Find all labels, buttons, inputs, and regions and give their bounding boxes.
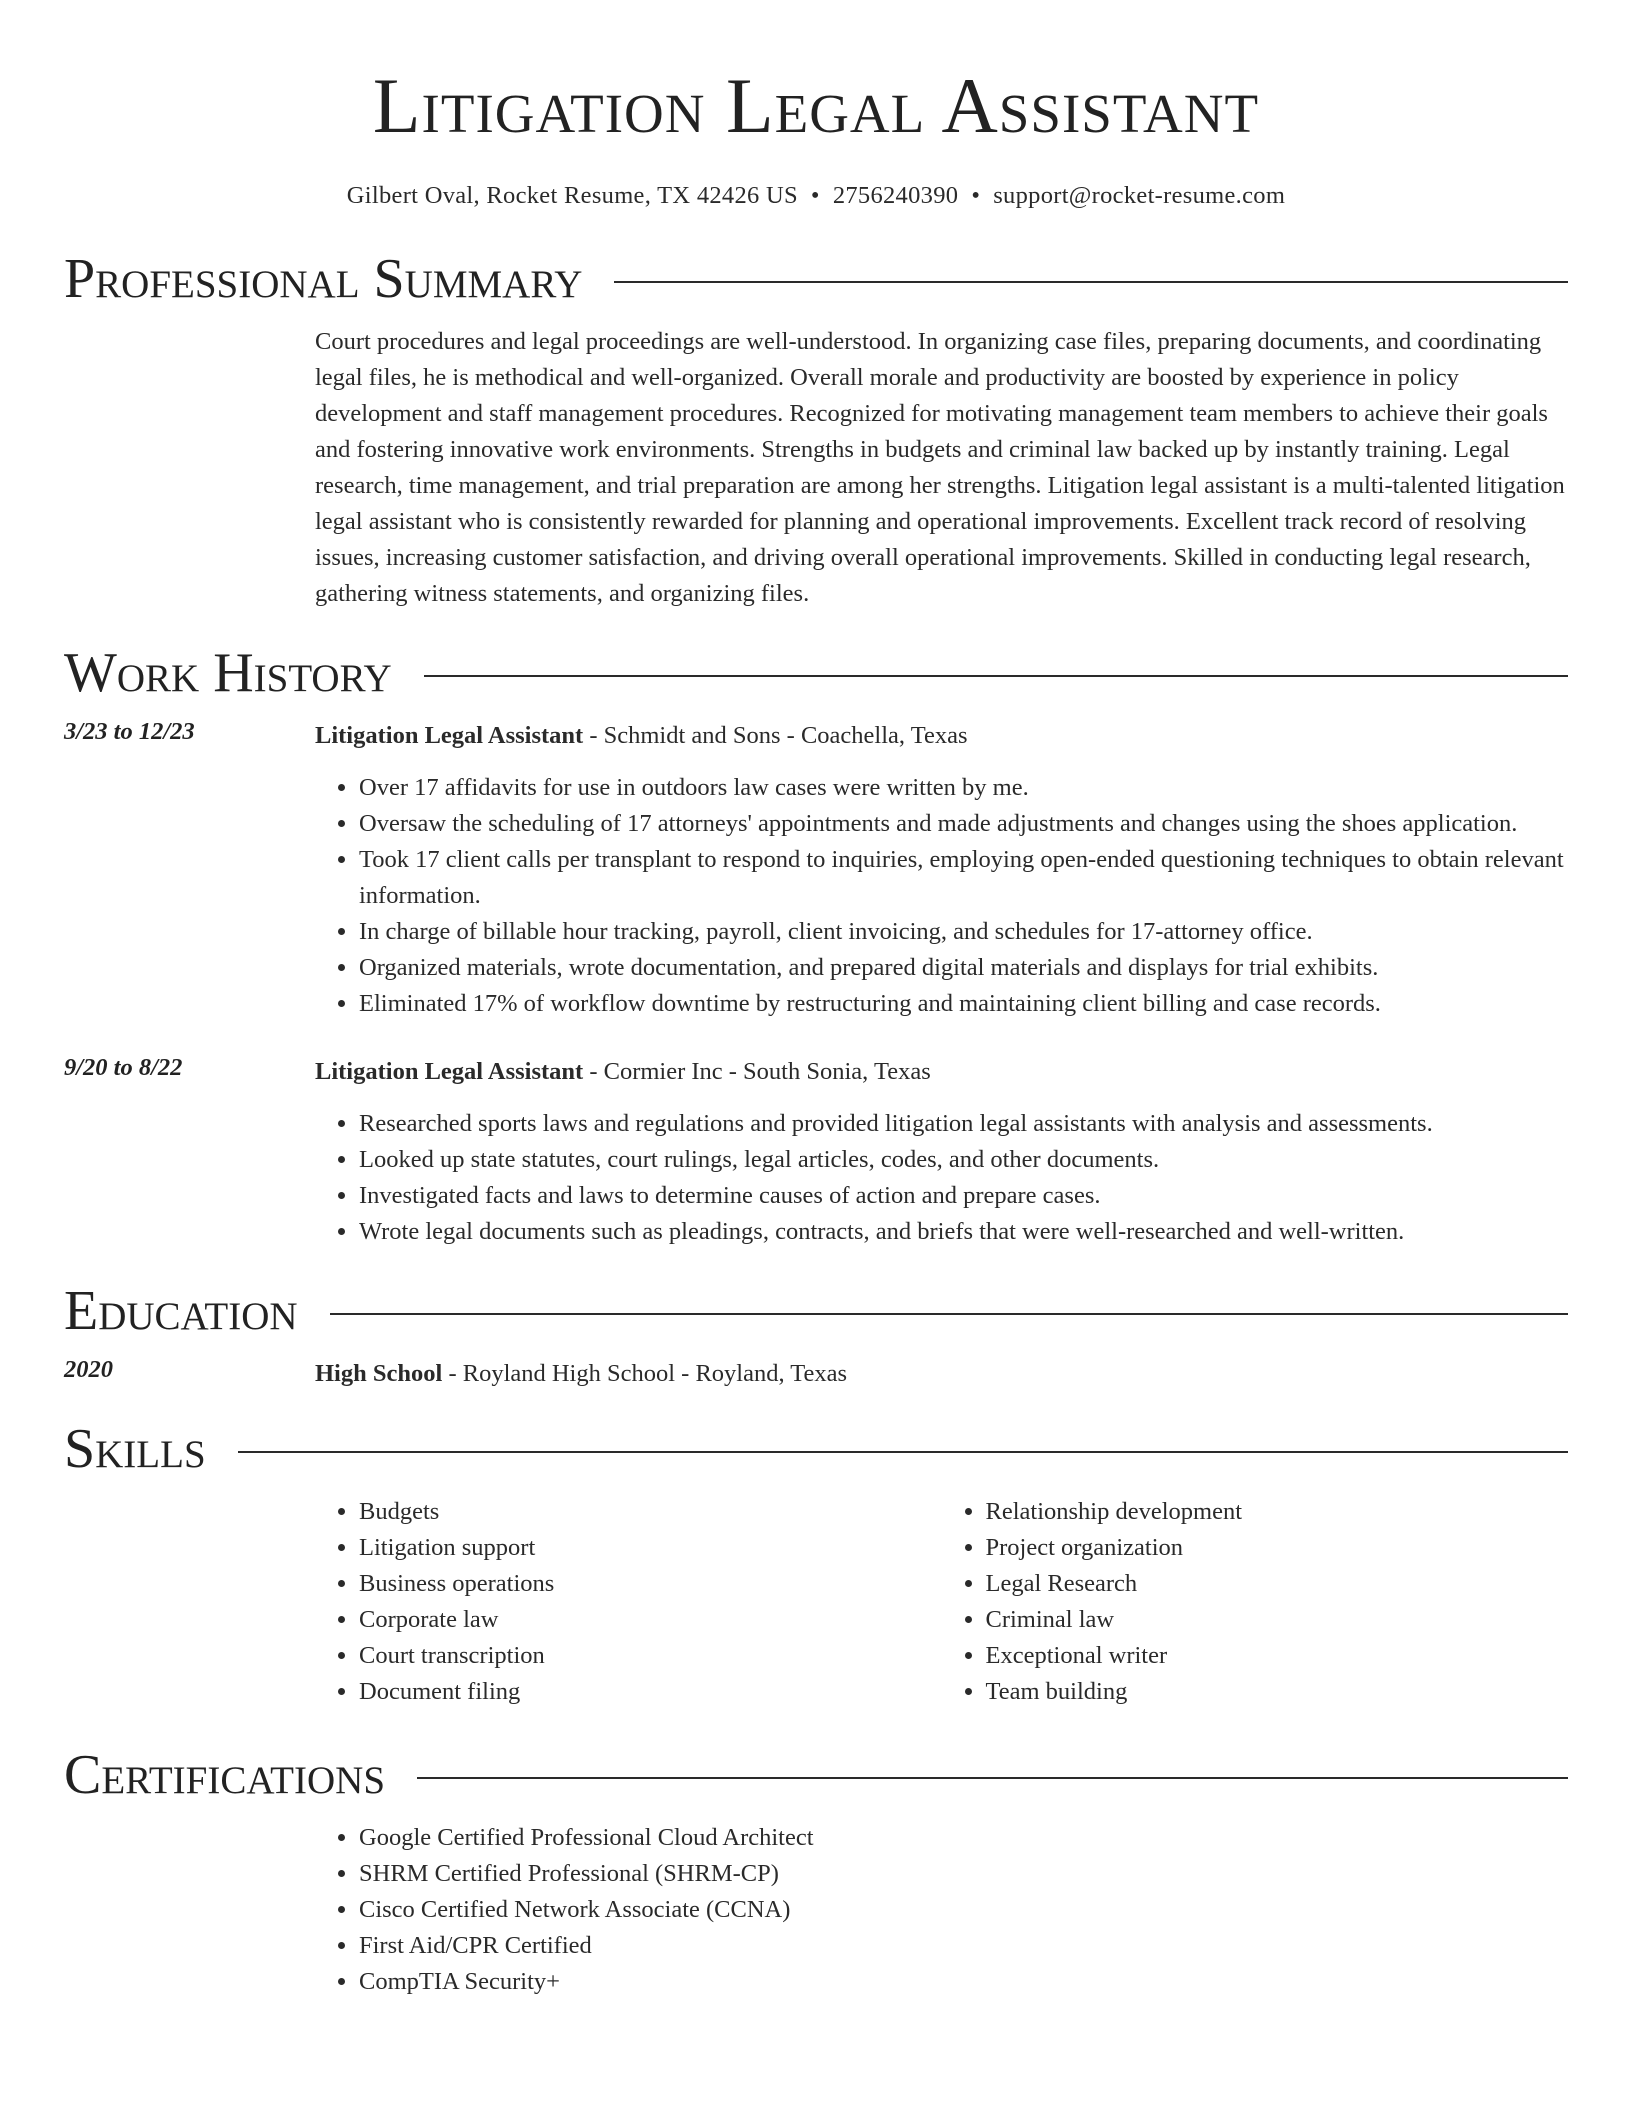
skills-list-right [942, 1494, 1569, 1710]
summary-spacer [64, 324, 315, 612]
education-year: 2020 [64, 1356, 113, 1383]
skill-item: • Document filing [359, 1674, 942, 1710]
job-entry [64, 718, 1568, 1022]
job-bullet: • Organized materials, wrote documentation, and prepared digital materials and displays for trial exhibits. [359, 950, 1568, 986]
skills-section-header [64, 1414, 1568, 1484]
education-section-header [64, 1276, 1568, 1346]
job-bullet: • Oversaw the scheduling of 17 attorneys' appointments and made adjustments and changes using the shoes application. [359, 806, 1568, 842]
job-bullets-row [64, 754, 1568, 1022]
job-dates: 9/20 to 8/22 [64, 1054, 183, 1081]
skill-item: • Team building [986, 1674, 1569, 1710]
job-spacer [64, 1090, 315, 1250]
section-divider [238, 1451, 1568, 1453]
job-title: Litigation Legal Assistant [315, 1058, 584, 1085]
section-divider [614, 281, 1568, 283]
certifications-section-header [64, 1740, 1568, 1810]
contact-separator: • [810, 182, 820, 209]
contact-address: Gilbert Oval, Rocket Resume, TX 42426 US [346, 182, 798, 209]
certifications-row [64, 1820, 1568, 2000]
job-header-row [64, 718, 1568, 754]
certification-item: • First Aid/CPR Certified [359, 1928, 1568, 1964]
section-divider [424, 675, 1568, 677]
education-heading: Education [64, 1280, 298, 1342]
certifications-list [315, 1820, 1568, 2000]
certifications-heading: Certifications [64, 1744, 386, 1806]
certification-item: • Cisco Certified Network Associate (CCNA) [359, 1892, 1568, 1928]
job-bullet: • Over 17 affidavits for use in outdoors law cases were written by me. [359, 770, 1568, 806]
job-bullet-list [315, 1106, 1568, 1250]
skill-item: • Litigation support [359, 1530, 942, 1566]
job-details: - Schmidt and Sons - Coachella, Texas [583, 722, 968, 749]
job-title-line [315, 718, 1568, 754]
skills-columns [315, 1494, 1568, 1710]
skill-item: • Exceptional writer [986, 1638, 1569, 1674]
job-header-row [64, 1054, 1568, 1090]
work-heading: Work History [64, 642, 392, 704]
summary-heading: Professional Summary [64, 248, 583, 310]
job-bullet: • Researched sports laws and regulations and provided litigation legal assistants with analysis and assessments. [359, 1106, 1568, 1142]
contact-phone: 2756240390 [832, 182, 959, 209]
job-dates: 3/23 to 12/23 [64, 718, 195, 745]
summary-text: Court procedures and legal proceedings are well-understood. In organizing case files, preparing documents, and coordinating legal files, he is methodical and well-organized. Overall morale and productivity are boosted by experience in policy development and staff management procedures. Recognized for motivating management team members to achieve their goals and fostering innovative work environments. Strengths in budgets and criminal law backed up by instantly training. Legal research, time management, and trial preparation are among her strengths. Litigation legal assistant is a multi-talented litigation legal assistant who is consistently rewarded for planning and operational improvements. Excellent track record of resolving issues, increasing customer satisfaction, and driving overall operational improvements. Skilled in conducting legal research, gathering witness statements, and organizing files. [315, 328, 1565, 607]
skills-spacer [64, 1494, 315, 1710]
education-degree: High School [315, 1360, 443, 1387]
certification-item: • SHRM Certified Professional (SHRM-CP) [359, 1856, 1568, 1892]
job-bullet-list [315, 770, 1568, 1022]
contact-separator: • [971, 182, 981, 209]
job-title-line [315, 1054, 1568, 1090]
section-divider [330, 1313, 1568, 1315]
skills-list-left [315, 1494, 942, 1710]
skill-item: • Corporate law [359, 1602, 942, 1638]
skill-item: • Project organization [986, 1530, 1569, 1566]
certification-item: • Google Certified Professional Cloud Architect [359, 1820, 1568, 1856]
job-spacer [64, 754, 315, 1022]
job-bullet: • Investigated facts and laws to determine causes of action and prepare cases. [359, 1178, 1568, 1214]
skills-row [64, 1494, 1568, 1710]
skill-item: • Legal Research [986, 1566, 1569, 1602]
education-details: - Royland High School - Royland, Texas [442, 1360, 848, 1387]
job-details: - Cormier Inc - South Sonia, Texas [583, 1058, 931, 1085]
education-entry [64, 1356, 1568, 1392]
education-line [315, 1356, 1568, 1392]
summary-section-header [64, 244, 1568, 314]
job-title: Litigation Legal Assistant [315, 722, 584, 749]
job-bullet: • Looked up state statutes, court rulings, legal articles, codes, and other documents. [359, 1142, 1568, 1178]
job-bullet: • Eliminated 17% of workflow downtime by restructuring and maintaining client billing and case records. [359, 986, 1568, 1022]
skill-item: • Relationship development [986, 1494, 1569, 1530]
certification-item: • CompTIA Security+ [359, 1964, 1568, 2000]
job-entry [64, 1054, 1568, 1250]
certifications-spacer [64, 1820, 315, 2000]
work-section-header [64, 638, 1568, 708]
skill-item: • Criminal law [986, 1602, 1569, 1638]
skill-item: • Budgets [359, 1494, 942, 1530]
job-bullet: • In charge of billable hour tracking, payroll, client invoicing, and schedules for 17-attorney office. [359, 914, 1568, 950]
skills-heading: Skills [64, 1418, 206, 1480]
section-divider [417, 1777, 1568, 1779]
contact-email: support@rocket-resume.com [993, 182, 1286, 209]
summary-row [64, 324, 1568, 612]
job-bullet: • Wrote legal documents such as pleadings, contracts, and briefs that were well-researched and well-written. [359, 1214, 1568, 1250]
skill-item: • Court transcription [359, 1638, 942, 1674]
job-bullet: • Took 17 client calls per transplant to respond to inquiries, employing open-ended questioning techniques to obtain relevant information. [359, 842, 1568, 914]
skill-item: • Business operations [359, 1566, 942, 1602]
job-bullets-row [64, 1090, 1568, 1250]
contact-line [64, 182, 1568, 210]
resume-title: Litigation Legal Assistant [372, 62, 1260, 149]
